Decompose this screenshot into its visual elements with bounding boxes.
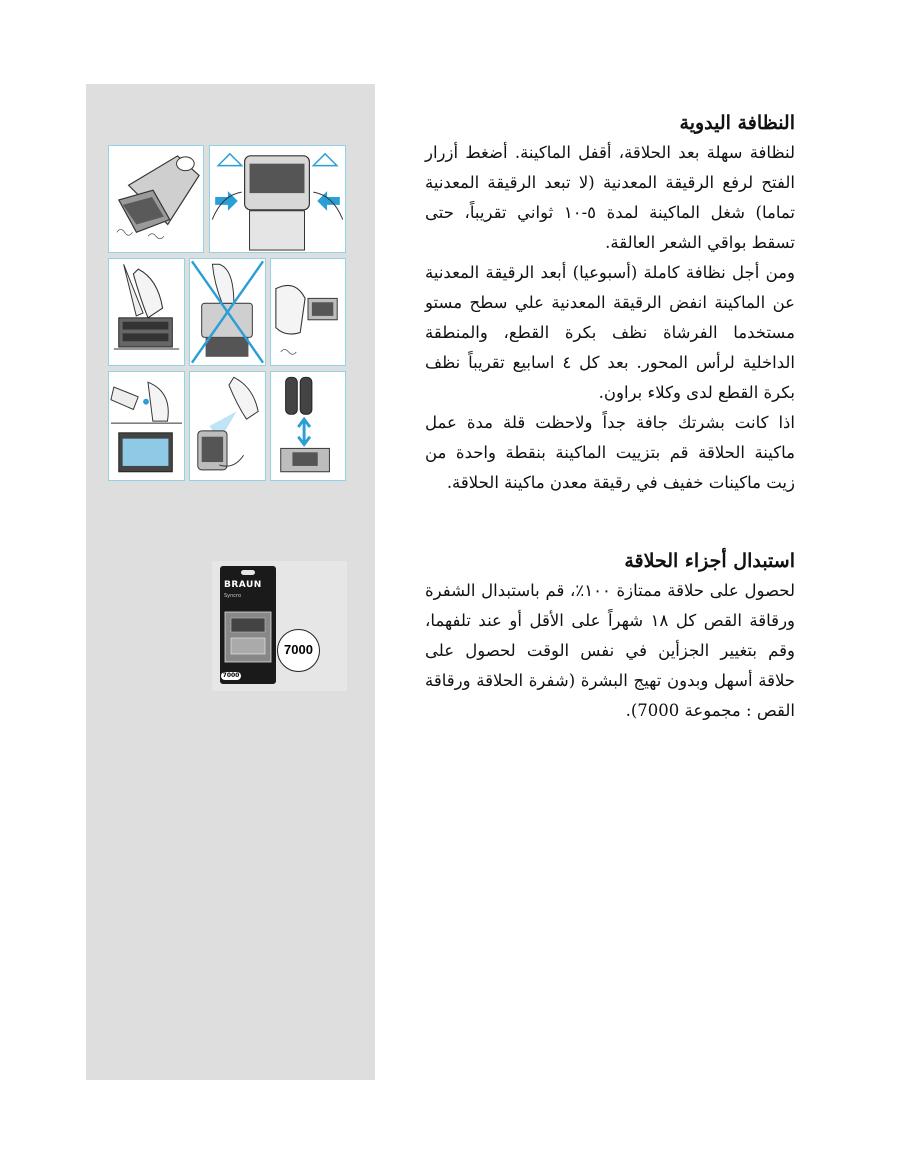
- illustration-release-buttons: [209, 145, 346, 253]
- replacement-title: استبدال أجزاء الحلاقة: [624, 550, 795, 572]
- shaver-illustration-6: [109, 372, 184, 480]
- illustration-foil-tap: [270, 258, 346, 366]
- manual-cleaning-title: النظافة اليدوية: [679, 112, 795, 134]
- manual-cleaning-paragraph-3: اذا كانت بشرتك جافة جداً ولاحظت قلة مدة عمل ماكينة الحلاقة قم بتزييت الماكينة بنقطة واحدة من زيت ماكينات خفيف في رقيقة معدن ماكينة الحلاقة.: [425, 413, 795, 492]
- section-gap: [425, 498, 795, 546]
- manual-cleaning-paragraph-2: ومن أجل نظافة كاملة (أسبوعيا) أبعد الرقيقة المعدنية عن الماكينة انفض الرقيقة المعدنية علي سطح مستو مستخدما الفرشاة نظف بكرة القطع، والمنطقة الداخلية لرأس المحور. بعد كل ٤ اسابيع تقريباً نظف بكرة القطع لدى وكلاء براون.: [425, 263, 796, 402]
- model-badge: 7000: [277, 629, 320, 672]
- pack-model-label: 7000: [222, 672, 240, 679]
- pack-hang-hole: [241, 570, 255, 575]
- pack-contents-illustration: [223, 606, 273, 668]
- illustration-oil-spray: [189, 371, 266, 481]
- shaver-illustration-8: [271, 372, 345, 480]
- shaver-illustration-3: [109, 259, 184, 365]
- illustration-do-not: [189, 258, 266, 366]
- illustration-brush-cleaning: [108, 258, 185, 366]
- shaver-illustration-4: [190, 259, 265, 365]
- replacement-pack: [220, 566, 276, 684]
- illustration-cutter-insert: [270, 371, 346, 481]
- manual-cleaning-paragraph-1: لنظافة سهلة بعد الحلاقة، أقفل الماكينة. أضغط أزرار الفتح لرفع الرقيقة المعدنية (لا تبعد الرقيقة المعدنية تماما) شغل الماكينة لمدة ٥-١٠ ثواني تقريباً، حتى تسقط بواقي الشعر العالقة.: [425, 143, 795, 252]
- shaver-illustration-7: [190, 372, 265, 480]
- illustration-shaver-head: [108, 145, 204, 253]
- pack-brand: BRAUN: [224, 580, 262, 590]
- shaver-illustration-1: [109, 146, 203, 252]
- shaver-illustration-2: [210, 146, 345, 252]
- replacement-paragraph: لحصول على حلاقة ممتازة ١٠٠٪، قم باستبدال الشفرة ورقاقة القص كل ١٨ شهراً على الأقل أو عند تلفهما، وقم بتغيير الجزأين في نفس الوقت لحصول على حلاقة أسهل وبدون تهيج البشرة (شفرة الحلاقة ورقاقة القص : مجموعة 7000).: [425, 581, 796, 720]
- shaver-illustration-5: [271, 259, 345, 365]
- text-column: [425, 108, 795, 726]
- illustration-oil-drop: [108, 371, 185, 481]
- pack-product-line: Syncro: [224, 593, 242, 599]
